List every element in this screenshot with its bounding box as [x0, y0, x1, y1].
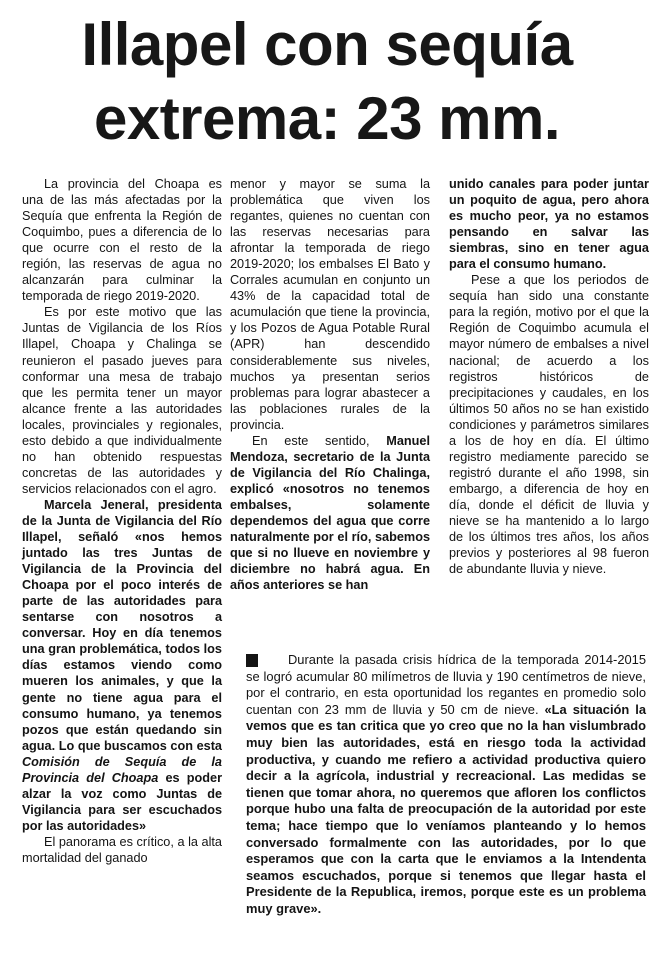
headline-line-2: extrema: 23 mm. [93, 85, 561, 152]
col1-paragraph-1: La provincia del Choapa es una de las más afectadas por la Sequía que enfrenta la Región de Coquimbo, pues a diferencia de lo que ocurre con el resto de la región, las reservas de agua no alcanzarán para culminar la temporada de riego 2019-2020. [22, 177, 222, 304]
box-intro: Durante la pasada crisis hídrica de la temporada 2014-2015 se logró acumular 80 milímetros de lluvia y 190 centímetros de nieve, por el contrario, en esta oportunidad los regantes en promedio solo cuentan con 23 mm de lluvia y 50 cm de nieve. [246, 652, 646, 717]
box-paragraph [246, 652, 646, 918]
col1-paragraph-4: El panorama es crítico, a la alta mortalidad del ganado [22, 834, 222, 865]
box-quote: «La situación la vemos que es tan critica que yo creo que no la han vislumbrado muy bien las autoridades, está en riesgo toda la actividad productiva, y cuando me refiero a actividad productiva quiero decir a la agrícola, industrial y recreacional. Las medidas se tienen que tomar ahora, no queremos que afloren los conflictos porque hubo una falta de preocupación de la autoridad por este tema; hace tiempo que lo veníamos planteando y lo hemos conversado formalmente con las autoridades, por lo que esperamos que con la carta que le enviamos a la Intendenta seamos escuchados, porque si tenemos que llegar hasta el Presidente de la Republica, iremos, porque este es un problema muy grave». [246, 701, 646, 916]
commission-name: Comisión de Sequía de la Provincia del Choapa [22, 754, 222, 785]
col1-paragraph-3 [22, 497, 222, 834]
col3-quote-continuation: unido canales para poder juntar un poquito de agua, pero ahora es mucho peor, ya no estamos pensando en salvar las siembras, sino en tener agua para el consumo humano. [449, 177, 649, 272]
col3-paragraph-2: Pese a que los periodos de sequía han sido una constante para la región, motivo por el que la Región de Coquimbo acumula el mayor número de embalses a nivel nacional; de acuerdo a los registros históricos de precipitaciones y caudales, en los últimos 50 años no se han existido condiciones y parámetros similares a los de hoy en día. El último registro mediamente parecido se registró durante el año 1998, sin embargo, a diferencia de hoy en día, donde el déficit de lluvia y nieve se ha mantenido a lo largo de los últimos tres años, los años previos y posteriores al 98 fueron de abundante lluvia y nieve. [449, 273, 649, 577]
box-marker-square [246, 654, 258, 667]
manuel-mendoza-quote: Manuel Mendoza, secretario de la Junta de Vigilancia del Río Chalinga, explicó «nosotros no tenemos embalses, solamente dependemos del agua que corre naturalmente por el río, sabemos que si no llueve en noviembre y diciembre no habrá agua. En años anteriores se han [230, 433, 430, 593]
col2-paragraph-2 [230, 433, 430, 593]
headline-line-1: Illapel con sequía [81, 11, 573, 78]
marcela-quote-part-2: es poder alzar la voz como Juntas de Vigilancia para ser escuchados por las autoridades» [22, 770, 223, 833]
marcela-jeneral-attribution: Marcela Jeneral, presidenta de la Junta de Vigilancia del Río Illapel, señaló [22, 497, 222, 545]
column-2 [230, 176, 430, 593]
col2-lead-in: En este sentido, [252, 433, 370, 448]
headline [0, 8, 654, 156]
column-3 [449, 176, 649, 577]
marcela-quote-part-1: «nos hemos juntado las tres Juntas de Vigilancia de la Provincia del Choapa por el poco interés de parte de las autoridades para sentarse con nosotros a conversar. Hoy en día tenemos una gran problemática, todos los días estamos viendo como mueren los animales, y que la gente no tiene agua para el consumo humano, ya tenemos pozos que están quedando sin agua. Lo que buscamos con esta [22, 530, 222, 753]
col1-paragraph-2: Es por este motivo que las Juntas de Vigilancia de los Ríos Illapel, Choapa y Chalinga se reunieron el pasado jueves para conformar una mesa de trabajo que les permita tener un mayor alcance frente a las autoridades locales, provinciales y regionales, esto debido a que individualmente no han obtenido respuestas concretas de las autoridades y servicios relacionados con el agro. [22, 305, 222, 496]
col2-paragraph-1: menor y mayor se suma la problemática que viven los regantes, quienes no cuentan con las reservas necesarias para afrontar la temporada de riego 2019-2020; los embalses El Bato y Corrales acumulan en conjunto un 43% de la capacidad total de acumulación que tiene la provincia, y los Pozos de Agua Potable Rural (APR) han descendido considerablemente sus niveles, muchos ya presentan serios problemas para lograr abastecer a las poblaciones rurales de la provincia. [230, 177, 430, 432]
column-1 [22, 176, 222, 866]
sidebar-box [246, 652, 646, 952]
